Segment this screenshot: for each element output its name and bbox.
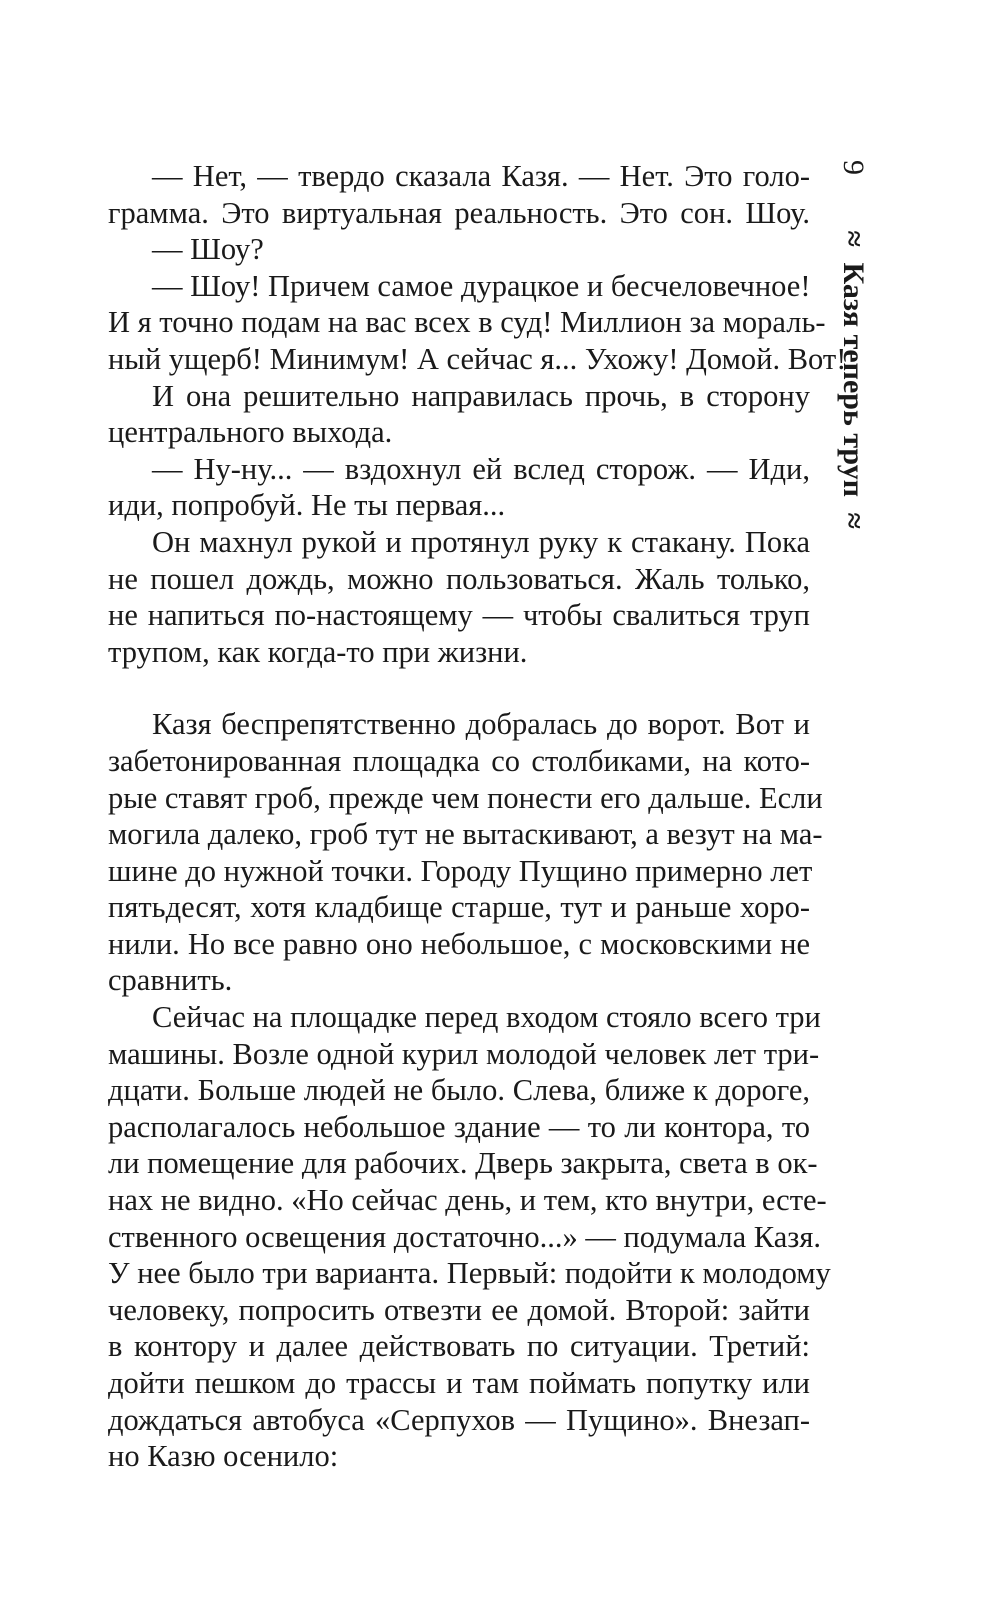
text-line: ли помещение для рабочих. Дверь закрыта, света в ок- — [108, 1146, 818, 1181]
ornament-right: ≈ — [837, 512, 870, 529]
text-line: У нее было три варианта. Первый: подойти к молодому — [108, 1256, 831, 1291]
page-number: 9 — [837, 160, 870, 175]
text-line: не пошел дождь, можно пользоваться. Жаль только, — [108, 561, 810, 596]
text-line: — Нет, — твердо сказала Казя. — Нет. Это голо- — [152, 159, 810, 193]
text-line: — Шоу! Причем самое дурацкое и бесчеловечное! — [152, 268, 811, 303]
text-line: но Казю осенило: — [108, 1439, 339, 1474]
section-break — [108, 670, 810, 706]
text-line: в контору и далее действовать по ситуации. Третий: — [108, 1329, 810, 1364]
text-line: сравнить. — [108, 963, 233, 998]
text-line: дойти пешком до трассы и там поймать попутку или — [108, 1366, 810, 1400]
text-line: пятьдесят, хотя кладбище старше, тут и раньше хоро- — [108, 890, 810, 925]
text-line: ный ущерб! Минимум! А сейчас я... Ухожу! Домой. Вот! — [108, 341, 847, 376]
text-line: дождаться автобуса «Серпухов — Пущино». Внезап- — [108, 1402, 810, 1437]
text-line: центрального выхода. — [108, 415, 393, 450]
text-line: Сейчас на площадке перед входом стояло всего три — [152, 1000, 821, 1035]
text-line: грамма. Это виртуальная реальность. Это сон. Шоу. — [108, 195, 810, 230]
text-line: могила далеко, гроб тут не вытаскивают, а везут на ма- — [108, 817, 823, 852]
text-line: Он махнул рукой и протянул руку к стакану. Пока — [152, 524, 810, 559]
text-line: Казя беспрепятственно добралась до ворот. Вот и — [152, 707, 810, 742]
text-line: И я точно подам на вас всех в суд! Миллион за мораль- — [108, 305, 826, 340]
text-line: человеку, попросить отвезти ее домой. Второй: зайти — [108, 1292, 810, 1327]
book-title: Казя теперь труп — [837, 262, 870, 497]
text-line: забетонированная площадка со столбиками, на кото- — [108, 743, 810, 778]
text-line: шине до нужной точки. Городу Пущино примерно лет — [108, 853, 813, 888]
text-line: — Ну-ну... — вздохнул ей вслед сторож. — Иди, — [152, 451, 810, 486]
text-line: ственного освещения достаточно...» — подумала Казя. — [108, 1219, 821, 1254]
text-line: дцати. Больше людей не было. Слева, ближе к дороге, — [108, 1073, 810, 1108]
ornament-left: ≈ — [837, 230, 870, 247]
text-line: нили. Но все равно оно небольшое, с московскими не — [108, 926, 810, 961]
running-head-text — [836, 160, 870, 537]
text-line: нах не видно. «Но сейчас день, и тем, кто внутри, есте- — [108, 1183, 827, 1218]
text-line: И она решительно направилась прочь, в сторону — [152, 378, 810, 413]
text-line: трупом, как когда-то при жизни. — [108, 634, 528, 669]
text-line: иди, попробуй. Не ты первая... — [108, 488, 506, 523]
text-line: — Шоу? — [152, 232, 264, 267]
text-line: не напиться по-настоящему — чтобы свалиться труп — [108, 598, 810, 633]
running-head — [836, 160, 870, 540]
text-line: располагалось небольшое здание — то ли контора, то — [108, 1109, 810, 1144]
body-text — [108, 158, 847, 1475]
text-line: рые ставят гроб, прежде чем понести его дальше. Если — [108, 780, 823, 815]
text-line: машины. Возле одной курил молодой человек лет три- — [108, 1036, 820, 1071]
